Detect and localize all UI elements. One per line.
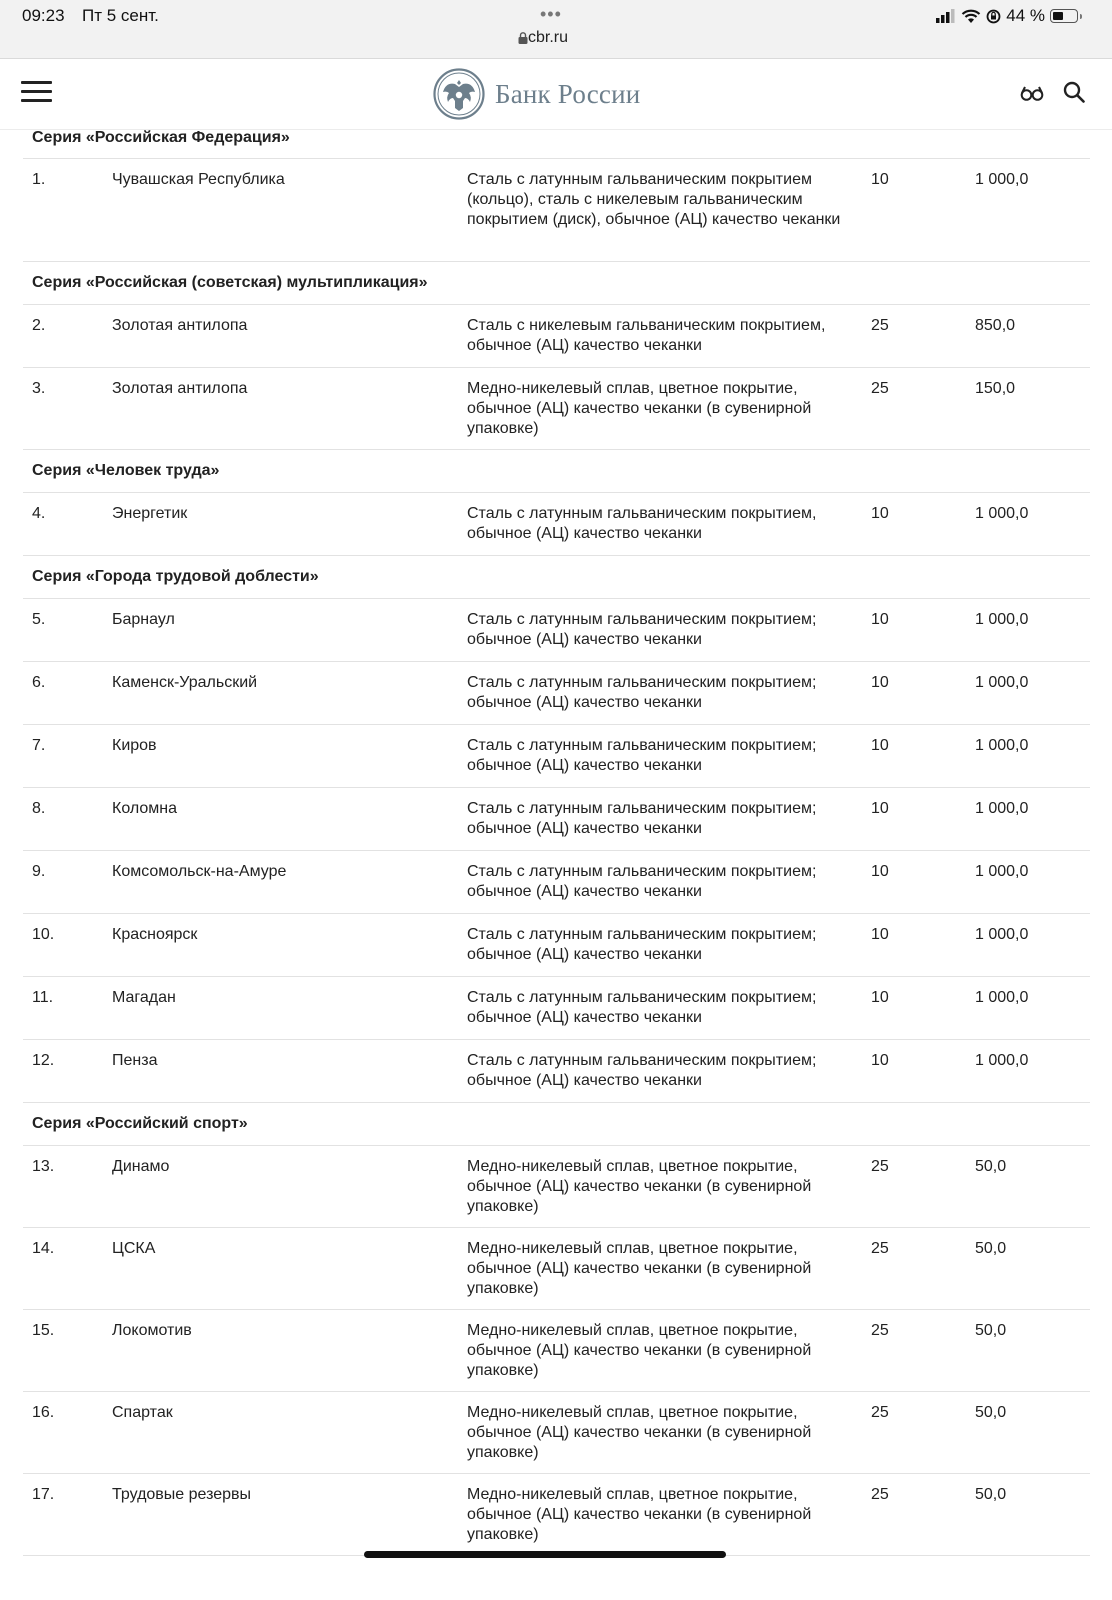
site-header — [0, 59, 1112, 130]
status-right-group — [936, 4, 1078, 28]
glasses-icon[interactable] — [1020, 84, 1044, 102]
coin-quantity: 1 000,0 — [975, 505, 1029, 522]
coin-name: Чувашская Республика — [112, 171, 285, 188]
coins-table — [23, 130, 1090, 1556]
coin-nominal: 25 — [871, 380, 889, 397]
table-row — [23, 662, 1090, 725]
coin-material: Медно-никелевый сплав, цветное покрытие, обычное (АЦ) качество чеканки (в сувенирной упаковке) — [467, 1158, 812, 1215]
table-row — [23, 493, 1090, 556]
coin-name: Пенза — [112, 1052, 158, 1069]
coin-quantity: 50,0 — [975, 1486, 1007, 1503]
series-header: Серия «Российская (советская) мультипликация» — [23, 262, 1090, 305]
coin-quantity: 850,0 — [975, 317, 1016, 334]
row-number: 16. — [32, 1404, 55, 1421]
coin-name: Золотая антилопа — [112, 380, 248, 397]
coin-material: Медно-никелевый сплав, цветное покрытие, обычное (АЦ) качество чеканки (в сувенирной упаковке) — [467, 380, 812, 437]
table-row — [23, 1228, 1090, 1310]
coin-nominal: 10 — [871, 171, 889, 188]
coin-nominal: 10 — [871, 737, 889, 754]
battery-level — [1053, 12, 1063, 20]
row-number: 11. — [32, 989, 54, 1006]
coin-nominal: 25 — [871, 1486, 889, 1503]
bank-logo[interactable] — [433, 68, 640, 120]
coin-nominal: 25 — [871, 1240, 889, 1257]
coin-material: Медно-никелевый сплав, цветное покрытие, обычное (АЦ) качество чеканки (в сувенирной упаковке) — [467, 1404, 812, 1461]
battery-percent: 44 % — [1006, 6, 1045, 25]
row-number: 13. — [32, 1158, 55, 1175]
series-header: Серия «Города трудовой доблести» — [23, 556, 1090, 599]
coin-material: Сталь с никелевым гальваническим покрытием, обычное (АЦ) качество чеканки — [467, 317, 826, 354]
coin-material: Сталь с латунным гальваническим покрытием, обычное (АЦ) качество чеканки — [467, 505, 817, 542]
table-row — [23, 1474, 1090, 1556]
coin-material: Сталь с латунным гальваническим покрытием; обычное (АЦ) качество чеканки — [467, 611, 817, 648]
table-row — [23, 1392, 1090, 1474]
coin-name: Трудовые резервы — [112, 1486, 252, 1503]
status-time: 09:23 — [22, 6, 65, 25]
coin-material: Сталь с латунным гальваническим покрытием; обычное (АЦ) качество чеканки — [467, 1052, 817, 1089]
coin-nominal: 10 — [871, 800, 889, 817]
row-number: 15. — [32, 1322, 55, 1339]
coin-nominal: 10 — [871, 505, 889, 522]
series-header: Серия «Человек труда» — [23, 450, 1090, 493]
search-icon[interactable] — [1063, 81, 1085, 103]
coin-material: Сталь с латунным гальваническим покрытием; обычное (АЦ) качество чеканки — [467, 926, 817, 963]
hamburger-menu-icon[interactable] — [21, 79, 52, 105]
status-bar — [0, 0, 1112, 59]
row-number: 9. — [32, 863, 46, 880]
coin-nominal: 10 — [871, 611, 889, 628]
coin-material: Сталь с латунным гальваническим покрытием (кольцо), сталь с никелевым гальваническим покрытием (диск), обычное (АЦ) качество чеканки — [467, 171, 841, 228]
coin-quantity: 50,0 — [975, 1322, 1007, 1339]
table-row — [23, 1310, 1090, 1392]
coin-material: Сталь с латунным гальваническим покрытием; обычное (АЦ) качество чеканки — [467, 737, 817, 774]
row-number: 7. — [32, 737, 46, 754]
coin-nominal: 25 — [871, 1158, 889, 1175]
home-indicator[interactable] — [364, 1551, 726, 1558]
coin-material: Медно-никелевый сплав, цветное покрытие, обычное (АЦ) качество чеканки (в сувенирной упаковке) — [467, 1322, 812, 1379]
table-row — [23, 368, 1090, 450]
coin-nominal: 10 — [871, 674, 889, 691]
coin-nominal: 10 — [871, 1052, 889, 1069]
table-row — [23, 305, 1090, 368]
coin-name: Коломна — [112, 800, 178, 817]
row-number: 14. — [32, 1240, 55, 1257]
coin-quantity: 1 000,0 — [975, 800, 1029, 817]
row-number: 3. — [32, 380, 46, 397]
battery-icon — [1050, 9, 1078, 23]
coin-nominal: 10 — [871, 989, 889, 1006]
coin-quantity: 1 000,0 — [975, 737, 1029, 754]
table-row — [23, 159, 1090, 262]
url-text[interactable]: cbr.ru — [528, 29, 569, 46]
multitasking-dots-icon[interactable]: ••• — [540, 4, 562, 24]
coin-quantity: 1 000,0 — [975, 989, 1029, 1006]
table-row — [23, 1040, 1090, 1103]
orientation-lock-icon — [986, 9, 1001, 24]
cellular-signal-icon — [936, 9, 956, 23]
coin-name: Киров — [112, 737, 157, 754]
coin-name: Каменск-Уральский — [112, 674, 258, 691]
table-row — [23, 725, 1090, 788]
bank-emblem-icon — [433, 68, 485, 120]
coin-nominal: 10 — [871, 926, 889, 943]
row-number: 17. — [32, 1486, 55, 1503]
coin-material: Сталь с латунным гальваническим покрытием; обычное (АЦ) качество чеканки — [467, 674, 817, 711]
table-row — [23, 788, 1090, 851]
coin-quantity: 1 000,0 — [975, 926, 1029, 943]
coin-nominal: 10 — [871, 863, 889, 880]
coin-name: Магадан — [112, 989, 176, 1006]
coin-name: Барнаул — [112, 611, 175, 628]
series-header: Серия «Российский спорт» — [23, 1103, 1090, 1146]
coin-quantity: 50,0 — [975, 1404, 1007, 1421]
row-number: 10. — [32, 926, 55, 943]
row-number: 4. — [32, 505, 46, 522]
coin-quantity: 1 000,0 — [975, 611, 1029, 628]
row-number: 2. — [32, 317, 46, 334]
status-date: Пт 5 сент. — [82, 6, 159, 25]
series-header: Серия «Российская Федерация» — [23, 130, 1090, 159]
coin-name: Золотая антилопа — [112, 317, 248, 334]
coin-quantity: 150,0 — [975, 380, 1016, 397]
coin-material: Сталь с латунным гальваническим покрытием; обычное (АЦ) качество чеканки — [467, 989, 817, 1026]
coin-quantity: 50,0 — [975, 1158, 1007, 1175]
coin-nominal: 25 — [871, 317, 889, 334]
coin-material: Медно-никелевый сплав, цветное покрытие, обычное (АЦ) качество чеканки (в сувенирной упаковке) — [467, 1240, 812, 1297]
row-number: 12. — [32, 1052, 55, 1069]
coin-material: Медно-никелевый сплав, цветное покрытие, обычное (АЦ) качество чеканки (в сувенирной упаковке) — [467, 1486, 812, 1543]
coin-quantity: 1 000,0 — [975, 1052, 1029, 1069]
row-number: 1. — [32, 171, 46, 188]
coin-name: Динамо — [112, 1158, 170, 1175]
coin-quantity: 50,0 — [975, 1240, 1007, 1257]
coin-material: Сталь с латунным гальваническим покрытием; обычное (АЦ) качество чеканки — [467, 863, 817, 900]
table-row — [23, 599, 1090, 662]
table-row — [23, 914, 1090, 977]
coin-name: Энергетик — [112, 505, 188, 522]
coin-name: Комсомольск-на-Амуре — [112, 863, 287, 880]
coin-name: Локомотив — [112, 1322, 192, 1339]
table-row — [23, 1146, 1090, 1228]
lock-icon — [518, 32, 528, 44]
coin-quantity: 1 000,0 — [975, 171, 1029, 188]
coin-nominal: 25 — [871, 1404, 889, 1421]
row-number: 8. — [32, 800, 46, 817]
table-row — [23, 851, 1090, 914]
coin-quantity: 1 000,0 — [975, 863, 1029, 880]
row-number: 6. — [32, 674, 46, 691]
coin-quantity: 1 000,0 — [975, 674, 1029, 691]
logo-text: Банк России — [495, 78, 641, 109]
table-row — [23, 977, 1090, 1040]
coin-material: Сталь с латунным гальваническим покрытием; обычное (АЦ) качество чеканки — [467, 800, 817, 837]
coin-name: ЦСКА — [112, 1240, 156, 1257]
coin-name: Спартак — [112, 1404, 173, 1421]
coin-name: Красноярск — [112, 926, 198, 943]
wifi-icon — [961, 9, 981, 24]
coin-nominal: 25 — [871, 1322, 889, 1339]
row-number: 5. — [32, 611, 46, 628]
